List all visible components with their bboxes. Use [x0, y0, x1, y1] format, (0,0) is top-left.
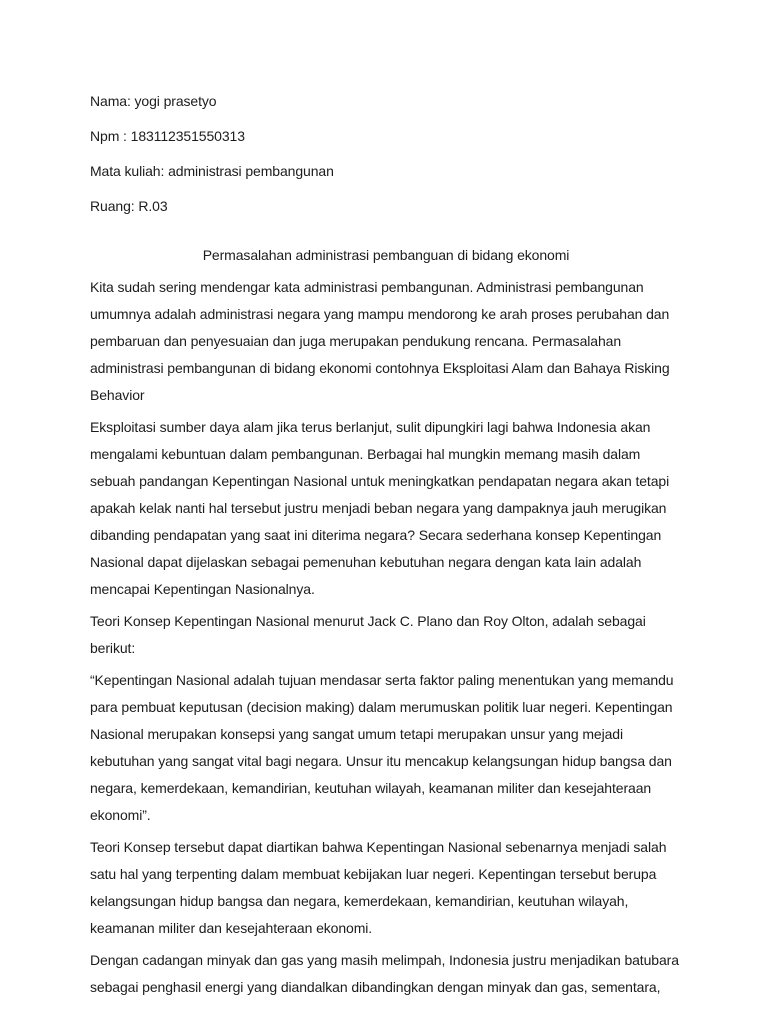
paragraph-teori-lead: Teori Konsep Kepentingan Nasional menurut Jack C. Plano dan Roy Olton, adalah sebagai berikut:	[90, 613, 646, 656]
paragraph-quote: “Kepentingan Nasional adalah tujuan mendasar serta faktor paling menentukan yang memandu para pembuat keputusan (decision making) dalam merumuskan politik luar negeri. Kepentingan Nasional merupakan konsepsi yang sangat umum tetapi merupakan unsur yang mejadi kebutuhan yang sangat vital bagi negara. Unsur itu mencakup kelangsungan hidup bangsa dan negara, kemerdekaan, kemandirian, keutuhan wilayah, keamanan militer dan kesejahteraan ekonomi”.	[90, 672, 674, 823]
document-title: Permasalahan administrasi pembanguan di bidang ekonomi	[202, 247, 570, 263]
header-line-npm: Npm : 183112351550313	[90, 128, 245, 144]
paragraph-teori-penjelasan: Teori Konsep tersebut dapat diartikan bahwa Kepentingan Nasional sebenarnya menjadi salah satu hal yang terpenting dalam membuat kebijakan luar negeri. Kepentingan tersebut berupa kelangsungan hidup bangsa dan negara, kemerdekaan, kemandirian, keutuhan wilayah, keamanan militer dan kesejahteraan ekonomi.	[90, 839, 667, 936]
paragraph-intro: Kita sudah sering mendengar kata administrasi pembangunan. Administrasi pembangunan umumnya adalah administrasi negara yang mampu mendorong ke arah proses perubahan dan pembaruan dan penyesuaian dan juga merupakan pendukung rencana. Permasalahan administrasi pembangunan di bidang ekonomi contohnya Eksploitasi Alam dan Bahaya Risking Behavior	[90, 279, 670, 403]
header-line-nama: Nama: yogi prasetyo	[90, 93, 217, 109]
paragraph-eksploitasi: Eksploitasi sumber daya alam jika terus berlanjut, sulit dipungkiri lagi bahwa Indonesia akan mengalami kebuntuan dalam pembangunan. Berbagai hal mungkin memang masih dalam sebuah pandangan Kepentingan Nasional untuk meningkatkan pendapatan negara akan tetapi apakah kelak nanti hal tersebut justru menjadi beban negara yang dampaknya jauh merugikan dibanding pendapatan yang saat ini diterima negara? Secara sederhana konsep Kepentingan Nasional dapat dijelaskan sebagai pemenuhan kebutuhan negara dengan kata lain adalah mencapai Kepentingan Nasionalnya.	[90, 419, 670, 597]
header-line-mata-kuliah: Mata kuliah: administrasi pembangunan	[90, 163, 334, 179]
paragraph-minyak-gas: Dengan cadangan minyak dan gas yang masih melimpah, Indonesia justru menjadikan batubara sebagai penghasil energi yang diandalkan dibandingkan dengan minyak dan gas, sementara,	[90, 952, 679, 995]
header-line-ruang: Ruang: R.03	[90, 198, 168, 214]
